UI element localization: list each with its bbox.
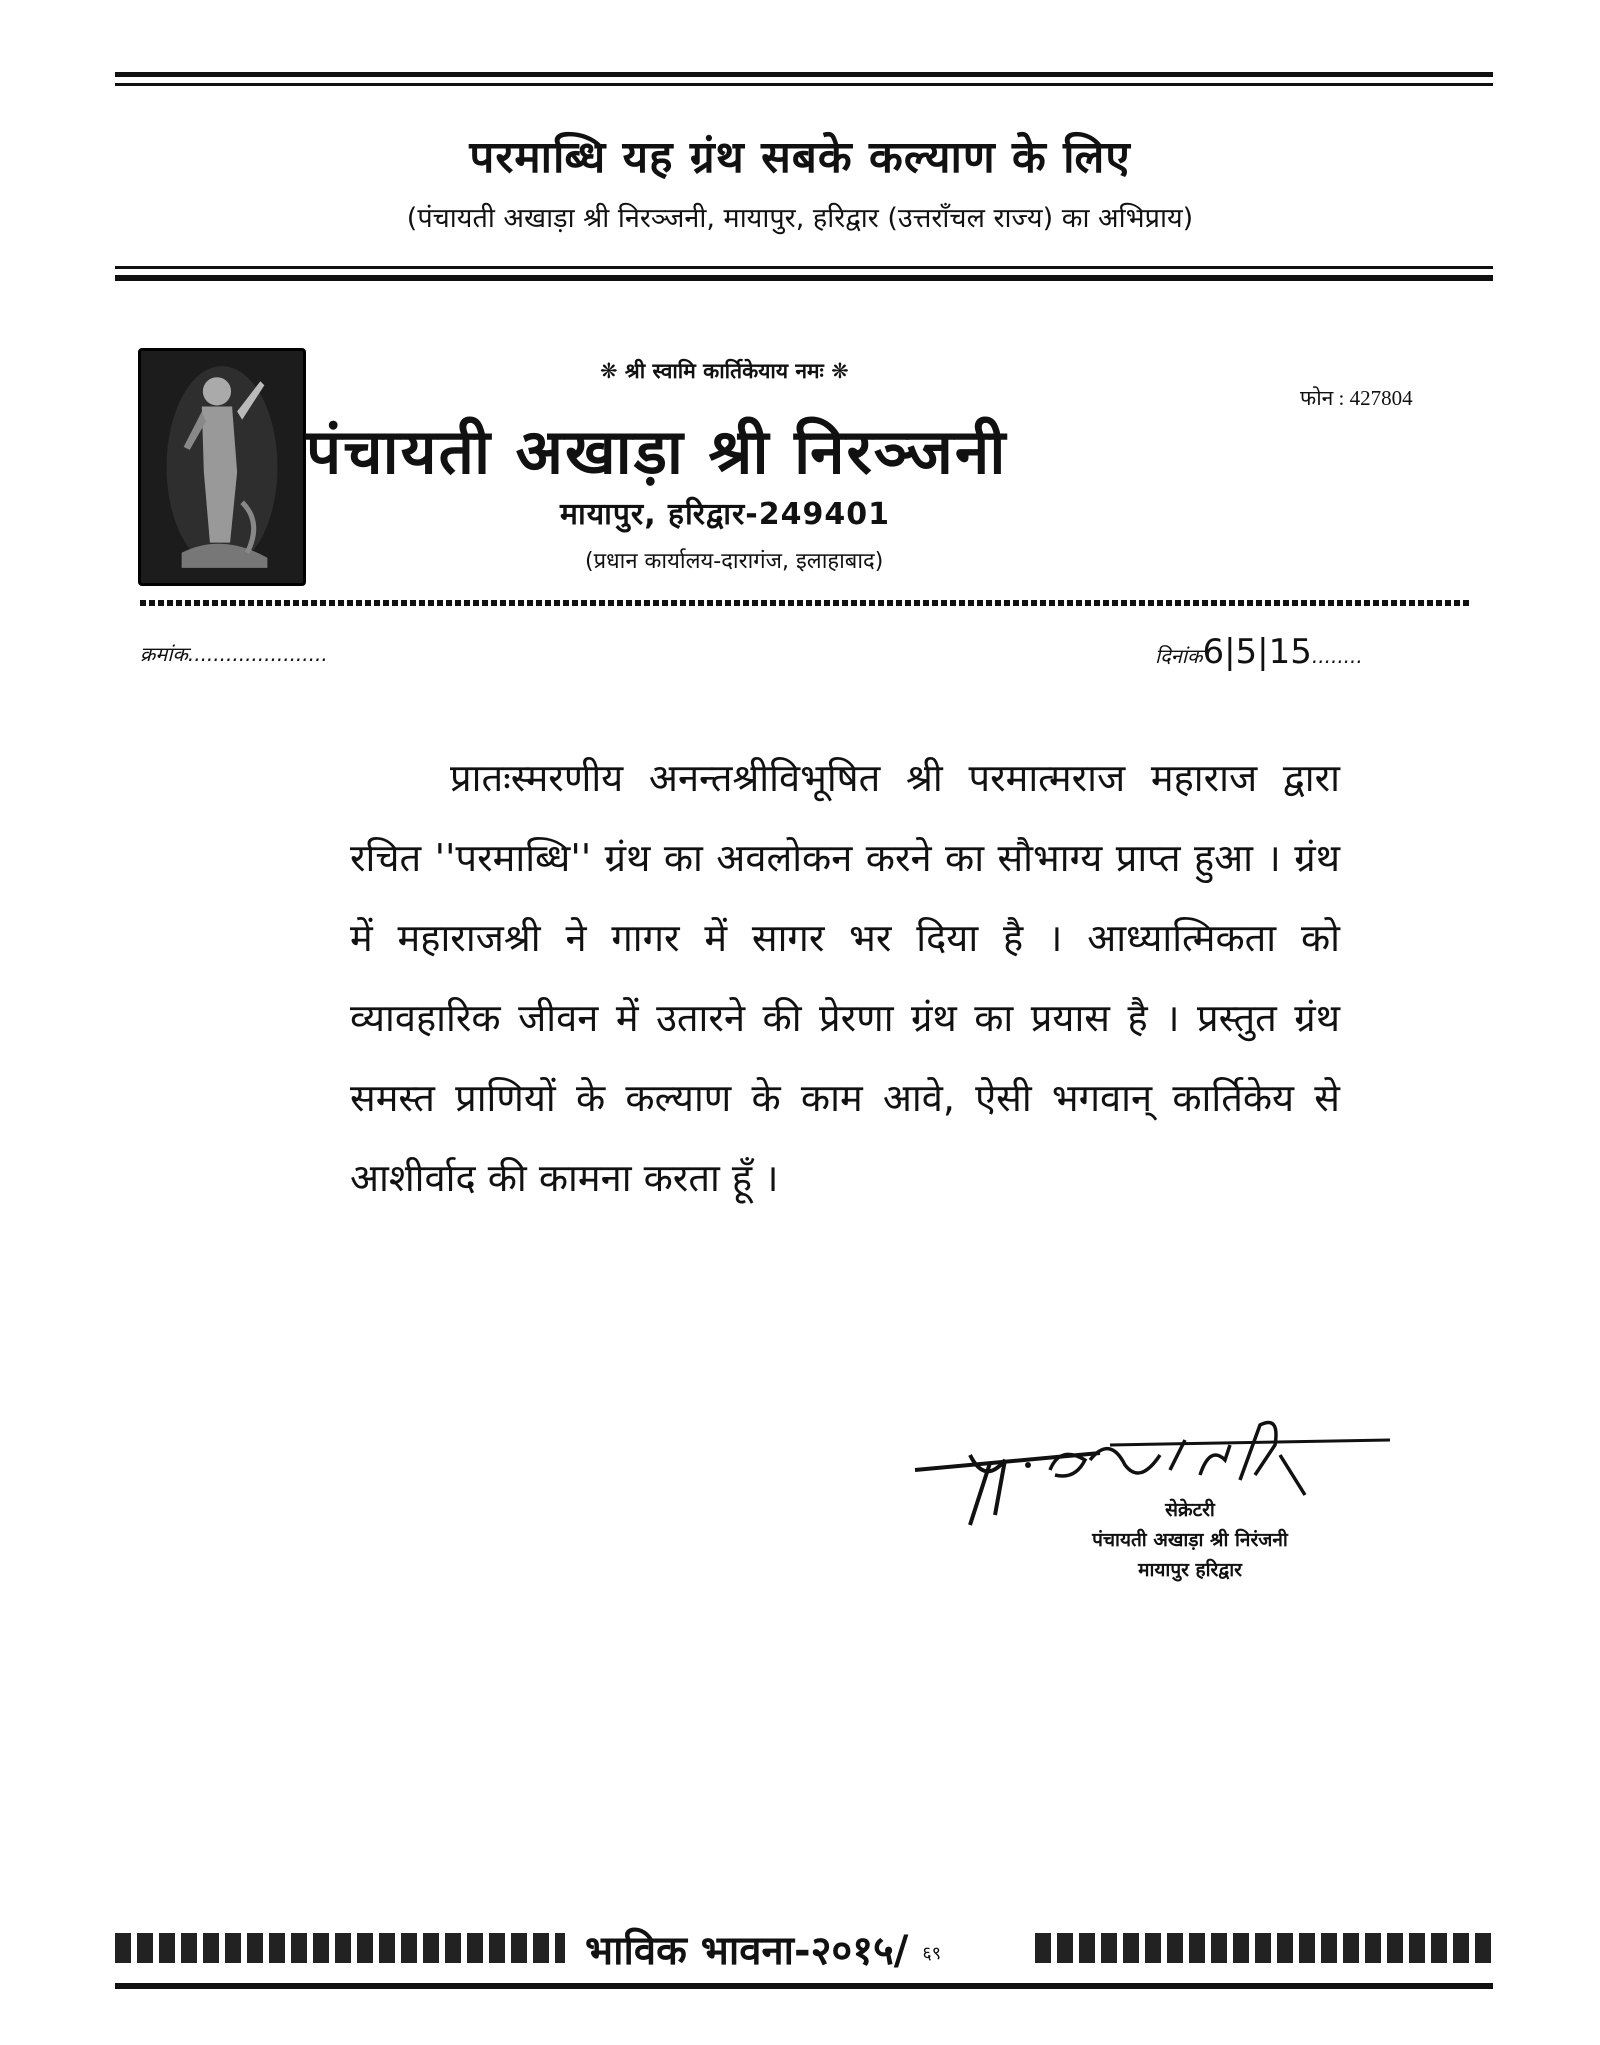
footer-ornament-left [115, 1933, 565, 1963]
header-rule-thick [115, 275, 1493, 281]
page-title: परमाब्धि यह ग्रंथ सबके कल्याण के लिए [469, 132, 1131, 183]
deity-figure-icon [141, 351, 303, 583]
publication-name: भाविक भावना-२०१५/ [585, 1928, 909, 1974]
letter-paragraph: प्रातःस्मरणीय अनन्तश्रीविभूषित श्री परमात्मराज महाराज द्वारा रचित ''परमाब्धि'' ग्रंथ का अवलोकन करने का सौभाग्य प्राप्त हुआ । ग्रंथ में महाराजश्री ने गागर में सागर भर दिया है । आध्यात्मिकता को व्यावहारिक जीवन में उतारने की प्रेरणा ग्रंथ का प्रयास है । प्रस्तुत ग्रंथ समस्त प्राणियों के कल्याण के काम आवे, ऐसी भगवान् कार्तिकेय से आशीर्वाद की कामना करता हूँ । [350, 756, 1340, 1200]
header-rule-thin [115, 266, 1493, 269]
page-subtitle: (पंचायती अखाड़ा श्री निरञ्जनी, मायापुर, हरिद्वार (उत्तराँचल राज्य) का अभिप्राय) [406, 203, 1194, 234]
stamp-place: मायापुर हरिद्वार [1138, 1559, 1242, 1581]
date-label: दिनांक [1155, 644, 1203, 668]
date-field [1155, 632, 1363, 672]
footer-rule [115, 1983, 1493, 1989]
top-rule-thick [115, 72, 1493, 77]
page-footer [115, 1923, 1493, 1973]
stamp-organization: पंचायती अखाड़ा श्री निरंजनी [1092, 1529, 1288, 1551]
organization-address: मायापुर, हरिद्वार-249401 [560, 497, 890, 532]
date-value: 6|5|15 [1202, 632, 1312, 672]
footer-text [585, 1921, 941, 1976]
page-number: ६९ [922, 1943, 942, 1964]
phone-number: फोन : 427804 [1300, 386, 1413, 410]
footer-ornament-right [1035, 1933, 1493, 1963]
official-stamp [1040, 1495, 1340, 1585]
head-office-text: (प्रधान कार्यालय-दारागंज, इलाहाबाद) [585, 549, 884, 574]
invocation-text: ❋ श्री स्वामि कार्तिकेयाय नमः ❋ [600, 359, 849, 383]
letter-body [350, 738, 1340, 1218]
letterhead-divider [140, 600, 1470, 606]
date-dots: ........ [1311, 644, 1363, 668]
reference-number-field: क्रमांक...................... [140, 642, 328, 666]
deity-photo [138, 348, 306, 586]
top-rule-thin [115, 83, 1493, 86]
stamp-title: सेक्रेटरी [1165, 1499, 1215, 1521]
organization-name: पंचायती अखाड़ा श्री निरञ्जनी [306, 415, 1008, 488]
